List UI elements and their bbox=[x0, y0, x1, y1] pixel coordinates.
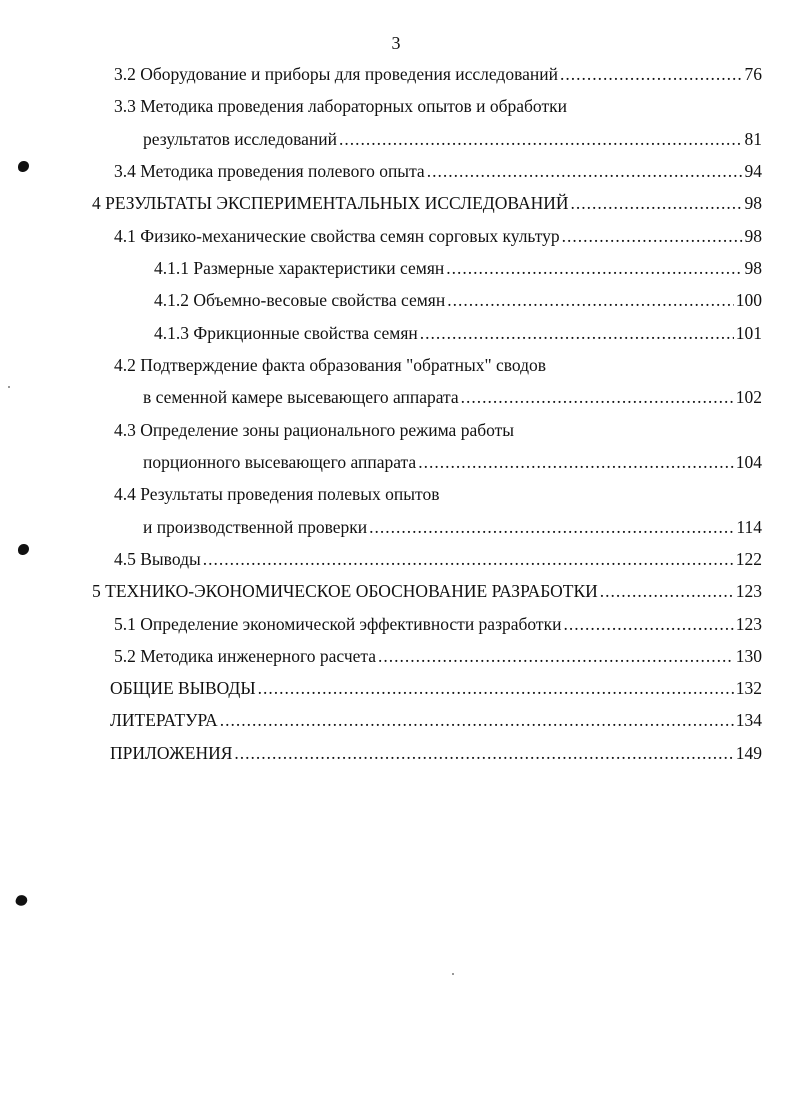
toc-page-number: 101 bbox=[735, 323, 762, 343]
toc-entry-label: 4.5 Выводы bbox=[114, 549, 201, 569]
toc-entry-4-2-line1[interactable]: 4.2 Подтверждение факта образования "обратных" сводов bbox=[114, 355, 547, 375]
toc-page-number: 132 bbox=[735, 678, 762, 698]
scan-speck bbox=[452, 973, 454, 975]
toc-page-number: 98 bbox=[744, 226, 762, 246]
toc-entry-3-3[interactable] bbox=[143, 126, 762, 152]
toc-entry-3-4[interactable] bbox=[114, 158, 762, 184]
toc-leader-dots bbox=[560, 61, 743, 87]
toc-entry-label: и производственной проверки bbox=[143, 517, 368, 537]
toc-entry-label: 3.2 Оборудование и приборы для проведения исследований bbox=[114, 64, 558, 84]
toc-page-number: 98 bbox=[744, 193, 762, 213]
toc-entry-label: 4.1.3 Фрикционные свойства семян bbox=[154, 323, 418, 343]
toc-entry-4-1-2[interactable] bbox=[154, 287, 762, 313]
toc-entry-label: в семенной камере высевающего аппарата bbox=[143, 387, 459, 407]
page-number: 3 bbox=[391, 33, 401, 53]
toc-page-number: 102 bbox=[735, 387, 762, 407]
toc-entry-conclusions[interactable] bbox=[110, 675, 762, 701]
binding-hole-mark bbox=[14, 893, 29, 908]
toc-leader-dots bbox=[427, 158, 743, 184]
toc-leader-dots bbox=[461, 384, 734, 410]
toc-entry-4-1[interactable] bbox=[114, 223, 762, 249]
toc-page-number: 114 bbox=[736, 517, 762, 537]
binding-hole-mark bbox=[18, 544, 29, 555]
toc-entry-appendices[interactable] bbox=[110, 740, 762, 766]
toc-page-number: 130 bbox=[735, 646, 762, 666]
toc-entry-5-2[interactable] bbox=[114, 643, 762, 669]
toc-page-number: 100 bbox=[735, 290, 762, 310]
toc-page-number: 76 bbox=[744, 64, 762, 84]
toc-leader-dots bbox=[258, 675, 734, 701]
toc-entry-label: ПРИЛОЖЕНИЯ bbox=[110, 743, 233, 763]
scan-speck bbox=[8, 386, 10, 388]
toc-page-number: 134 bbox=[735, 710, 762, 730]
toc-leader-dots bbox=[220, 707, 734, 733]
toc-page-number: 123 bbox=[735, 614, 762, 634]
toc-entry-label: 5.1 Определение экономической эффективности разработки bbox=[114, 614, 562, 634]
toc-entry-5-1[interactable] bbox=[114, 611, 762, 637]
toc-leader-dots bbox=[369, 514, 734, 540]
toc-entry-3-3-line1[interactable]: 3.3 Методика проведения лабораторных опытов и обработки bbox=[114, 96, 567, 116]
toc-leader-dots bbox=[447, 287, 734, 313]
toc-page-number: 104 bbox=[735, 452, 762, 472]
toc-entry-4-5[interactable] bbox=[114, 546, 762, 572]
toc-entry-label: результатов исследований bbox=[143, 129, 338, 149]
toc-leader-dots bbox=[378, 643, 734, 669]
toc-entry-4[interactable] bbox=[92, 190, 762, 216]
toc-entry-4-3[interactable] bbox=[143, 449, 762, 475]
binding-hole-mark bbox=[18, 161, 29, 172]
toc-leader-dots bbox=[420, 320, 734, 346]
toc-entry-literature[interactable] bbox=[110, 707, 762, 733]
toc-entry-label: ЛИТЕРАТУРА bbox=[110, 710, 218, 730]
toc-leader-dots bbox=[339, 126, 742, 152]
toc-leader-dots bbox=[446, 255, 742, 281]
toc-entry-4-4-line1[interactable]: 4.4 Результаты проведения полевых опытов bbox=[114, 484, 440, 504]
toc-entry-label: 5.2 Методика инженерного расчета bbox=[114, 646, 377, 666]
toc-entry-4-1-3[interactable] bbox=[154, 320, 762, 346]
toc-leader-dots bbox=[418, 449, 734, 475]
toc-leader-dots bbox=[562, 223, 743, 249]
toc-leader-dots bbox=[571, 190, 743, 216]
toc-leader-dots bbox=[234, 740, 733, 766]
toc-page-number: 122 bbox=[735, 549, 762, 569]
toc-entry-label: 4.1.1 Размерные характеристики семян bbox=[154, 258, 445, 278]
toc-entry-label: 3.4 Методика проведения полевого опыта bbox=[114, 161, 425, 181]
toc-entry-label: 4.1 Физико-механические свойства семян сорговых культур bbox=[114, 226, 560, 246]
toc-entry-label: порционного высевающего аппарата bbox=[143, 452, 417, 472]
toc-entry-3-2[interactable] bbox=[114, 61, 762, 87]
toc-page-number: 149 bbox=[735, 743, 762, 763]
toc-page-number: 94 bbox=[744, 161, 762, 181]
toc-entry-label: 4 РЕЗУЛЬТАТЫ ЭКСПЕРИМЕНТАЛЬНЫХ ИССЛЕДОВАНИЙ bbox=[92, 193, 569, 213]
toc-entry-4-3-line1[interactable]: 4.3 Определение зоны рационального режима работы bbox=[114, 420, 515, 440]
toc-entry-4-2[interactable] bbox=[143, 384, 762, 410]
toc-leader-dots bbox=[203, 546, 734, 572]
toc-entry-label: 4.1.2 Объемно-весовые свойства семян bbox=[154, 290, 446, 310]
toc-entry-4-1-1[interactable] bbox=[154, 255, 762, 281]
toc-entry-label: ОБЩИЕ ВЫВОДЫ bbox=[110, 678, 256, 698]
toc-page-number: 98 bbox=[744, 258, 762, 278]
toc-page-number: 81 bbox=[744, 129, 762, 149]
toc-leader-dots bbox=[563, 611, 733, 637]
toc-leader-dots bbox=[600, 578, 734, 604]
toc-entry-4-4[interactable] bbox=[143, 514, 762, 540]
toc-entry-5[interactable] bbox=[92, 578, 762, 604]
toc-entry-label: 5 ТЕХНИКО-ЭКОНОМИЧЕСКОЕ ОБОСНОВАНИЕ РАЗРАБОТКИ bbox=[92, 581, 598, 601]
toc-page-number: 123 bbox=[735, 581, 762, 601]
